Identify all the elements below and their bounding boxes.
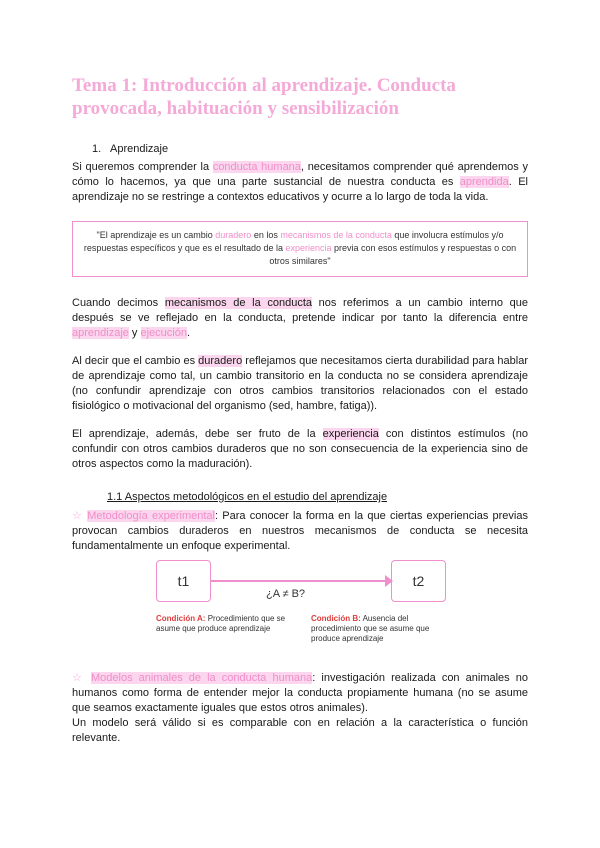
condition-a-label: Condición A:: [156, 614, 206, 623]
quote-duradero: duradero: [215, 230, 252, 240]
section-heading-aprendizaje: [92, 142, 168, 156]
paragraph-metodologia: [72, 509, 528, 554]
term-metodologia-experimental: Metodología experimental: [87, 510, 215, 522]
paragraph-modelo-valido: Un modelo será válido si es comparable con en relación a la característica o función relevante.: [72, 717, 528, 744]
text-run: : investigación realizada con animales no humanos como forma de entender mejor la conducta propiamente humana (no se asume que seamos exactamente iguales que estos otros animales).: [72, 672, 528, 714]
highlight-conducta-humana: conducta humana: [212, 161, 301, 173]
text-run: Al decir que el cambio es: [72, 355, 199, 367]
condition-b: [311, 614, 446, 644]
condition-b-text: Ausencia del procedimiento que se asume que produce aprendizaje: [311, 614, 430, 643]
quote-mecanismos: mecanismos de la conducta: [280, 230, 392, 240]
condition-a-text: Procedimiento que se asume que produce aprendizaje: [156, 614, 286, 633]
star-icon: ☆: [72, 510, 84, 522]
paragraph-duradero: [72, 354, 528, 414]
text-run: : Para conocer la forma en la que ciertas experiencias previas provocan cambios duraderos en nuestros mecanismos de conducta se necesita fundamentalmente un enfoque experimental.: [72, 510, 528, 552]
text-run: Si queremos comprender la: [72, 161, 213, 173]
experimental-diagram: [156, 560, 446, 646]
text-run: .: [186, 327, 191, 339]
t1-box: t1: [156, 560, 211, 602]
highlight-aprendida: aprendida: [459, 176, 509, 188]
paragraph-experiencia: [72, 427, 528, 472]
arrow-line: [211, 580, 389, 582]
highlight-ejecucion: ejecución: [140, 327, 187, 339]
text-run: El aprendizaje, además, debe ser fruto de la: [72, 428, 323, 440]
text-run: . El aprendizaje no se restringe a contextos educativos y ocurre a lo largo de toda la vida.: [72, 176, 528, 203]
text-run: en los: [251, 230, 281, 240]
subsection-heading: 1.1 Aspectos metodológicos en el estudio del aprendizaje: [107, 491, 388, 503]
condition-a: [156, 614, 291, 634]
highlight-mecanismos: mecanismos de la conducta: [164, 297, 312, 309]
paragraph-mecanismos: [72, 296, 528, 341]
text-run: , necesitamos comprender qué aprendemos y cómo lo hacemos, ya que una parte sustancial de nuestra conducta es: [72, 161, 528, 188]
condition-b-label: Condición B:: [311, 614, 361, 623]
star-icon: ☆: [72, 672, 85, 684]
section-number: 1.: [92, 143, 102, 155]
paragraph-intro: [72, 160, 528, 205]
t2-box: t2: [391, 560, 446, 602]
quote-experiencia: experiencia: [285, 243, 332, 253]
highlight-experiencia: experiencia: [322, 428, 379, 440]
text-run: que involucra estímulos y/o respuestas específicos y que es el resultado de la: [83, 230, 504, 253]
definition-quote-box: [72, 221, 528, 277]
term-modelos-animales: Modelos animales de la conducta humana: [91, 672, 313, 684]
highlight-duradero: duradero: [198, 355, 243, 367]
document-title: Tema 1: Introducción al aprendizaje. Conducta provocada, habituación y sensibilización: [72, 75, 456, 119]
text-run: "El aprendizaje es un cambio: [96, 230, 216, 240]
comparison-question: ¿A ≠ B?: [266, 588, 306, 600]
text-run: y: [128, 327, 141, 339]
text-run: con distintos estímulos (no confundir con otros cambios duraderos que no son consecuencia de la experiencia sino de otros aspectos como la maduración).: [72, 428, 528, 470]
paragraph-modelos-animales: [72, 671, 528, 716]
text-run: reflejamos que necesitamos cierta durabilidad para hablar de aprendizaje como tal, un cambio transitorio en la conducta no se considera aprendizaje (no confundir aprendizaje con otros cambios transitorios relacionados con el estado fisiológico o motivacional del organismo (sed, hambre, fatiga)).: [72, 355, 528, 412]
highlight-aprendizaje: aprendizaje: [72, 327, 129, 339]
text-run: previa con esos estímulos y respuestas o con otros similares": [269, 243, 517, 266]
text-run: nos referimos a un cambio interno que después se ve reflejado en la conducta, pretende indicar por tanto la diferencia entre: [72, 297, 528, 324]
section-label: Aprendizaje: [110, 143, 169, 155]
text-run: Cuando decimos: [72, 297, 165, 309]
